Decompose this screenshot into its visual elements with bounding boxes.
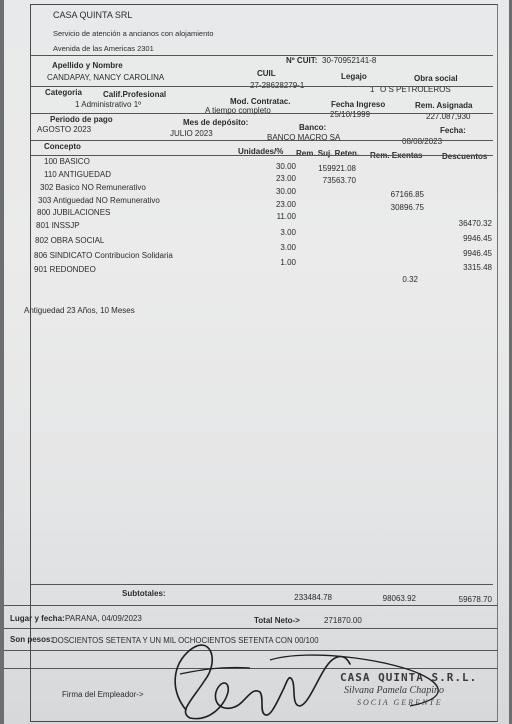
- company-name: CASA QUINTA SRL: [53, 10, 133, 20]
- employee-name: CANDAPAY, NANCY CAROLINA: [47, 73, 165, 82]
- cuit-label: Nº CUIT:: [286, 56, 318, 65]
- divider: [31, 55, 493, 56]
- antiguedad-note: Antiguedad 23 Años, 10 Meses: [24, 306, 135, 315]
- firma-label: Firma del Empleador->: [62, 690, 144, 699]
- mod-contratac-value: A tiempo completo: [205, 106, 271, 115]
- fecha-value: 08/08/2023: [402, 137, 443, 146]
- divider: [31, 113, 493, 114]
- son-pesos-value: DOSCIENTOS SETENTA Y UN MIL OCHOCIENTOS SETENTA CON 00/100: [52, 636, 319, 645]
- col-suj-reten: Rem. Suj. Reten.: [296, 149, 360, 158]
- divider: [31, 584, 493, 585]
- company-activity: Servicio de atención a ancianos con alojamiento: [53, 29, 214, 38]
- row-unidades: 3.00: [280, 243, 296, 252]
- deposito-label: Mes de depósito:: [183, 118, 249, 127]
- row-unidades: 30.00: [275, 187, 296, 196]
- subtotal-suj: 233484.78: [294, 593, 332, 602]
- banco-value: BANCO MACRO SA: [267, 133, 341, 142]
- row-exentas: 30896.75: [390, 203, 424, 212]
- son-pesos-label: Son pesos:: [10, 635, 54, 644]
- row-unidades: 30.00: [275, 162, 296, 171]
- subtotal-descuentos: 59678.70: [458, 595, 492, 604]
- neto-label: Total Neto->: [254, 616, 300, 625]
- col-descuentos: Descuentos: [442, 152, 488, 161]
- signature-scribble: [150, 630, 480, 724]
- row-suj: 73563.70: [322, 176, 356, 185]
- rem-asignada-label: Rem. Asignada: [415, 101, 473, 110]
- row-concepto: 303 Antiguedad NO Remunerativo: [38, 196, 160, 205]
- stamp-name: Silvana Pamela Chapino: [344, 685, 444, 696]
- periodo-label: Periodo de pago: [50, 115, 113, 124]
- divider: [31, 140, 493, 141]
- deposito-value: JULIO 2023: [170, 129, 213, 138]
- row-concepto: 800 JUBILACIONES: [37, 208, 111, 217]
- mod-contratac-label: Mod. Contratac.: [230, 97, 291, 106]
- row-concepto: 806 SINDICATO Contribucion Solidaria: [34, 251, 173, 260]
- divider: [4, 605, 498, 606]
- lugar-value: PARANA, 04/09/2023: [65, 614, 142, 623]
- neto-value: 271870.00: [324, 616, 362, 625]
- periodo-value: AGOSTO 2023: [37, 125, 92, 134]
- row-descuentos: 3315.48: [463, 263, 492, 272]
- row-concepto: 302 Basico NO Remunerativo: [40, 183, 146, 192]
- divider: [31, 86, 493, 87]
- row-exentas: 67166.85: [390, 190, 424, 199]
- subtotal-exentas: 98063.92: [382, 594, 416, 603]
- legajo-value: 1: [370, 85, 375, 94]
- row-concepto: 110 ANTIGUEDAD: [44, 170, 111, 179]
- row-descuentos: 9946.45: [463, 249, 492, 258]
- col-unidades: Unidades/%: [238, 147, 284, 156]
- row-concepto: 901 REDONDEO: [34, 265, 96, 274]
- row-descuentos: 36470.32: [458, 219, 492, 228]
- calif-label: Calif.Profesional: [103, 90, 167, 99]
- obra-social-label: Obra social: [414, 74, 458, 83]
- divider: [4, 628, 498, 629]
- row-concepto: 100 BASICO: [44, 157, 90, 166]
- row-concepto: 802 OBRA SOCIAL: [35, 236, 105, 245]
- cuit-value: 30-70952141-8: [322, 56, 377, 65]
- ingreso-value: 25/10/1999: [330, 110, 371, 119]
- banco-label: Banco:: [299, 123, 327, 132]
- row-unidades: 23.00: [275, 200, 296, 209]
- rem-asignada-value: 227.087,930: [426, 112, 471, 121]
- col-exentas: Rem. Exentas: [370, 151, 423, 160]
- stamp-role: SOCIA GERENTE: [357, 698, 443, 707]
- ingreso-label: Fecha Ingreso: [331, 100, 386, 109]
- legajo-label: Legajo: [341, 72, 367, 81]
- row-concepto: 801 INSSJP: [36, 221, 80, 230]
- stamp-company: CASA QUINTA S.R.L.: [340, 671, 478, 684]
- row-unidades: 23.00: [275, 174, 296, 183]
- col-concepto: Concepto: [44, 142, 81, 151]
- subtotales-label: Subtotales:: [122, 589, 166, 598]
- row-unidades: 11.00: [276, 212, 296, 221]
- categoria-value: 1 Administrativo 1º: [75, 100, 142, 109]
- obra-social-value: O S PETROLEROS: [380, 85, 451, 94]
- row-descuentos: 9946.45: [463, 234, 492, 243]
- lugar-label: Lugar y fecha:: [10, 614, 65, 623]
- fecha-label: Fecha:: [440, 126, 466, 135]
- row-unidades: 3.00: [280, 228, 296, 237]
- row-suj: 159921.08: [318, 164, 356, 173]
- divider: [31, 155, 493, 156]
- cuil-value: 27-28628279-1: [250, 81, 305, 90]
- row-exentas: 0.32: [402, 275, 418, 284]
- name-label: Apellido y Nombre: [52, 61, 123, 70]
- cuil-label: CUIL: [257, 69, 276, 78]
- row-unidades: 1.00: [280, 258, 296, 267]
- categoria-label: Categoria: [45, 88, 82, 97]
- company-address: Avenida de las Americas 2301: [53, 44, 154, 53]
